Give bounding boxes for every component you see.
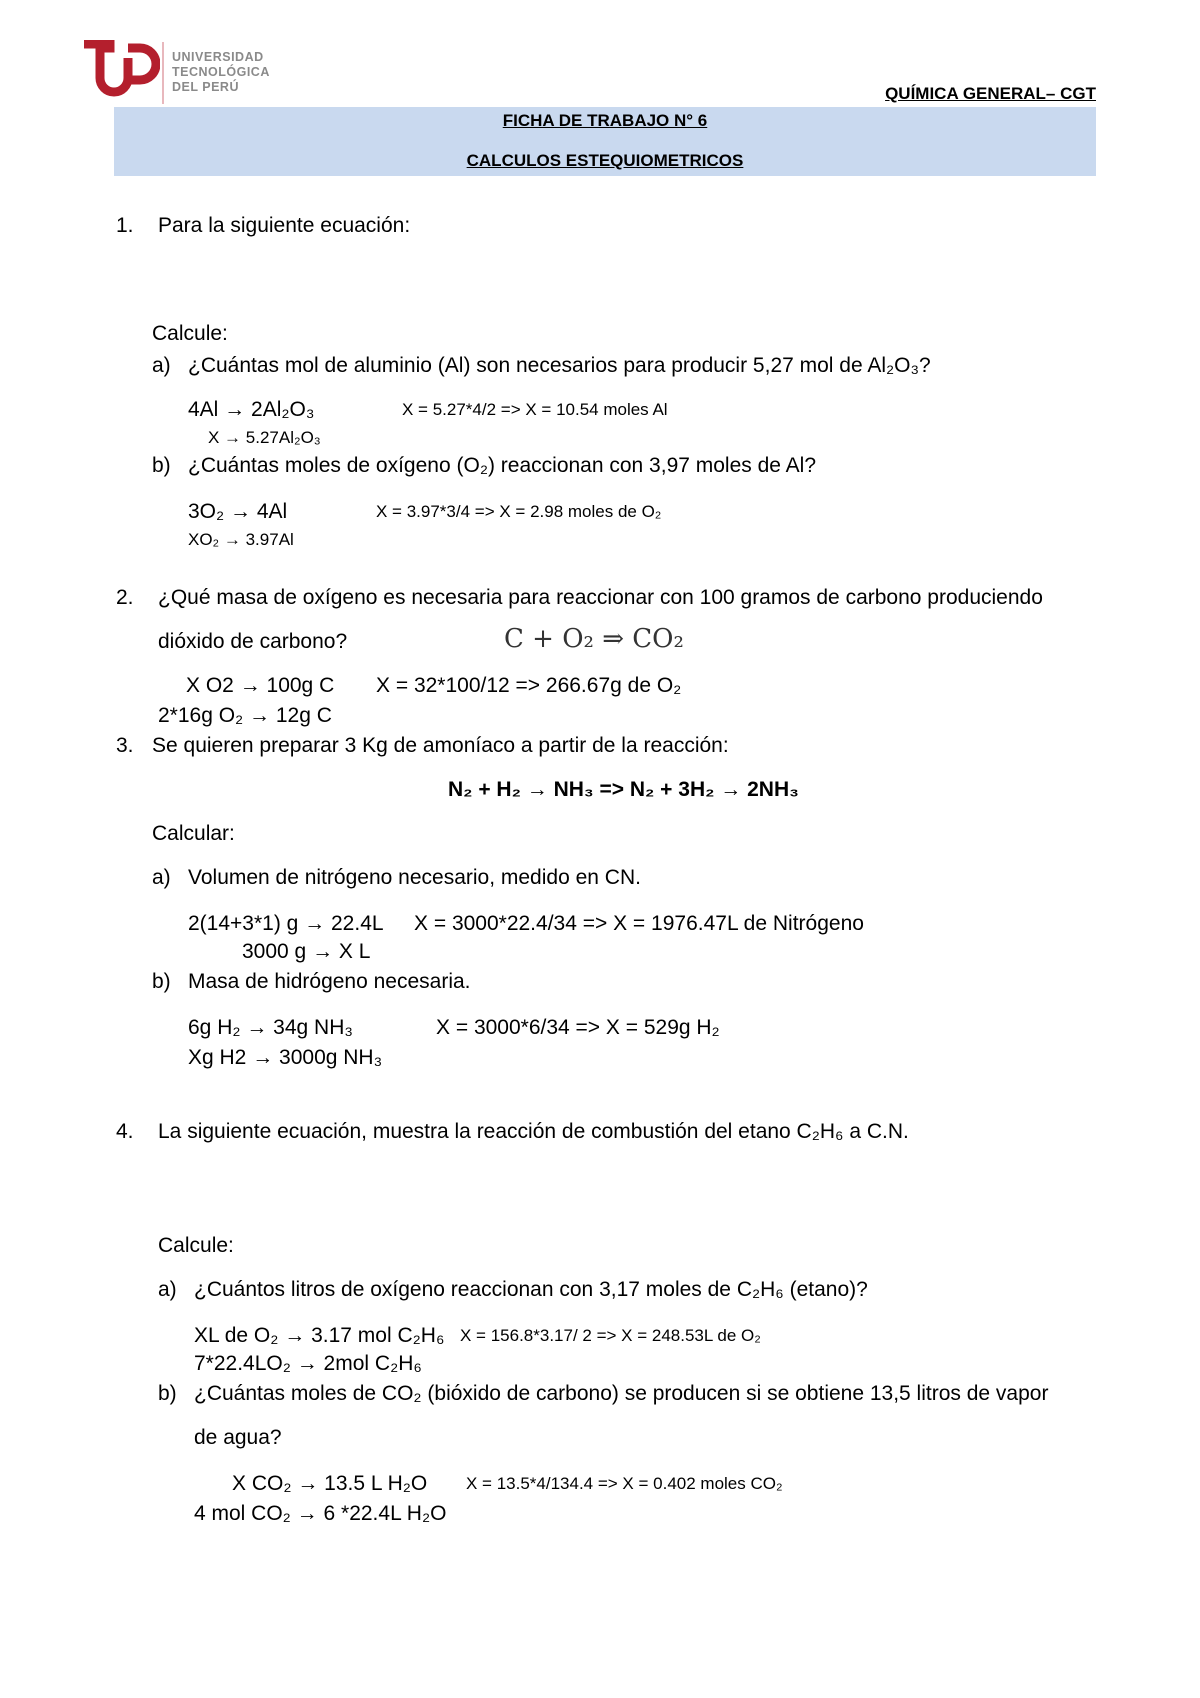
- q3a-line2: 3000 g → X L: [242, 940, 371, 963]
- q1b-label: b): [152, 454, 171, 477]
- q1a-label: a): [152, 354, 171, 377]
- q1b-result: X = 3.97*3/4 => X = 2.98 moles de O₂: [376, 502, 662, 521]
- q3b-line2: Xg H2 → 3000g NH₃: [188, 1046, 383, 1069]
- q3a-line1: 2(14+3*1) g → 22.4L: [188, 912, 384, 935]
- q4-number: 4.: [116, 1120, 134, 1143]
- logo-wordmark: UNIVERSIDAD TECNOLÓGICA DEL PERÚ: [172, 50, 270, 94]
- q3-number: 3.: [116, 734, 134, 757]
- utp-logo-icon: [80, 40, 160, 106]
- q1b-text: ¿Cuántas moles de oxígeno (O₂) reaccionan con 3,97 moles de Al?: [188, 454, 817, 477]
- q3b-result: X = 3000*6/34 => X = 529g H₂: [436, 1016, 720, 1039]
- q2-line1: X O2 → 100g C: [186, 674, 335, 697]
- q1b-line1: 3O₂ → 4Al: [188, 500, 288, 523]
- q3b-label: b): [152, 970, 171, 993]
- q4a-line1: XL de O₂ → 3.17 mol C₂H₆: [194, 1324, 445, 1347]
- q2-result: X = 32*100/12 => 266.67g de O₂: [376, 674, 682, 697]
- q3a-label: a): [152, 866, 171, 889]
- q4b-text-line1: ¿Cuántas moles de CO₂ (bióxido de carbono) se producen si se obtiene 13,5 litros de vapor: [194, 1382, 1049, 1405]
- q4-calcule: Calcule:: [158, 1234, 234, 1257]
- q3b-text: Masa de hidrógeno necesaria.: [188, 970, 471, 993]
- q2-formula: C + O₂ ⇒ CO₂: [504, 624, 684, 654]
- q1-number: 1.: [116, 214, 134, 237]
- q3b-line1: 6g H₂ → 34g NH₃: [188, 1016, 353, 1039]
- q2-text-line1: ¿Qué masa de oxígeno es necesaria para reaccionar con 100 gramos de carbono produciendo: [158, 586, 1043, 609]
- q4a-text: ¿Cuántos litros de oxígeno reaccionan con 3,17 moles de C₂H₆ (etano)?: [194, 1278, 868, 1301]
- q1a-result: X = 5.27*4/2 => X = 10.54 moles Al: [402, 400, 668, 419]
- q4a-result: X = 156.8*3.17/ 2 => X = 248.53L de O₂: [460, 1326, 761, 1345]
- sheet-subtitle: CALCULOS ESTEQUIOMETRICOS: [466, 151, 744, 170]
- q3-text: Se quieren preparar 3 Kg de amoníaco a partir de la reacción:: [152, 734, 729, 757]
- q1a-text: ¿Cuántas mol de aluminio (Al) son necesarios para producir 5,27 mol de Al₂O₃?: [188, 354, 931, 377]
- q1b-line2: XO₂ → 3.97Al: [188, 530, 294, 549]
- sheet-title: FICHA DE TRABAJO N° 6: [502, 111, 708, 130]
- q1-text: Para la siguiente ecuación:: [158, 214, 411, 237]
- q3-calcular: Calcular:: [152, 822, 235, 845]
- q1a-line1: 4Al → 2Al₂O₃: [188, 398, 315, 421]
- q4b-text-line2: de agua?: [194, 1426, 282, 1449]
- q3a-result: X = 3000*22.4/34 => X = 1976.47L de Nitrógeno: [414, 912, 864, 935]
- course-title: QUÍMICA GENERAL– CGT: [885, 84, 1096, 103]
- q4b-line2: 4 mol CO₂ → 6 *22.4L H₂O: [194, 1502, 447, 1525]
- q3a-text: Volumen de nitrógeno necesario, medido en CN.: [188, 866, 641, 889]
- q2-text-line2: dióxido de carbono?: [158, 630, 348, 653]
- q3-reaction: N₂ + H₂ → NH₃ => N₂ + 3H₂ → 2NH₃: [448, 778, 799, 801]
- q2-line2: 2*16g O₂ → 12g C: [158, 704, 332, 727]
- q4b-label: b): [158, 1382, 177, 1405]
- q2-number: 2.: [116, 586, 134, 609]
- title-band: [114, 107, 1096, 176]
- q4a-label: a): [158, 1278, 177, 1301]
- q4b-line1: X CO₂ → 13.5 L H₂O: [232, 1472, 428, 1495]
- q4b-result: X = 13.5*4/134.4 => X = 0.402 moles CO₂: [466, 1474, 783, 1493]
- q4a-line2: 7*22.4LO₂ → 2mol C₂H₆: [194, 1352, 422, 1375]
- q1-calcule: Calcule:: [152, 322, 228, 345]
- logo-divider: [162, 42, 164, 104]
- q1a-line2: X → 5.27Al₂O₃: [208, 428, 321, 447]
- q4-text: La siguiente ecuación, muestra la reacción de combustión del etano C₂H₆ a C.N.: [158, 1120, 909, 1143]
